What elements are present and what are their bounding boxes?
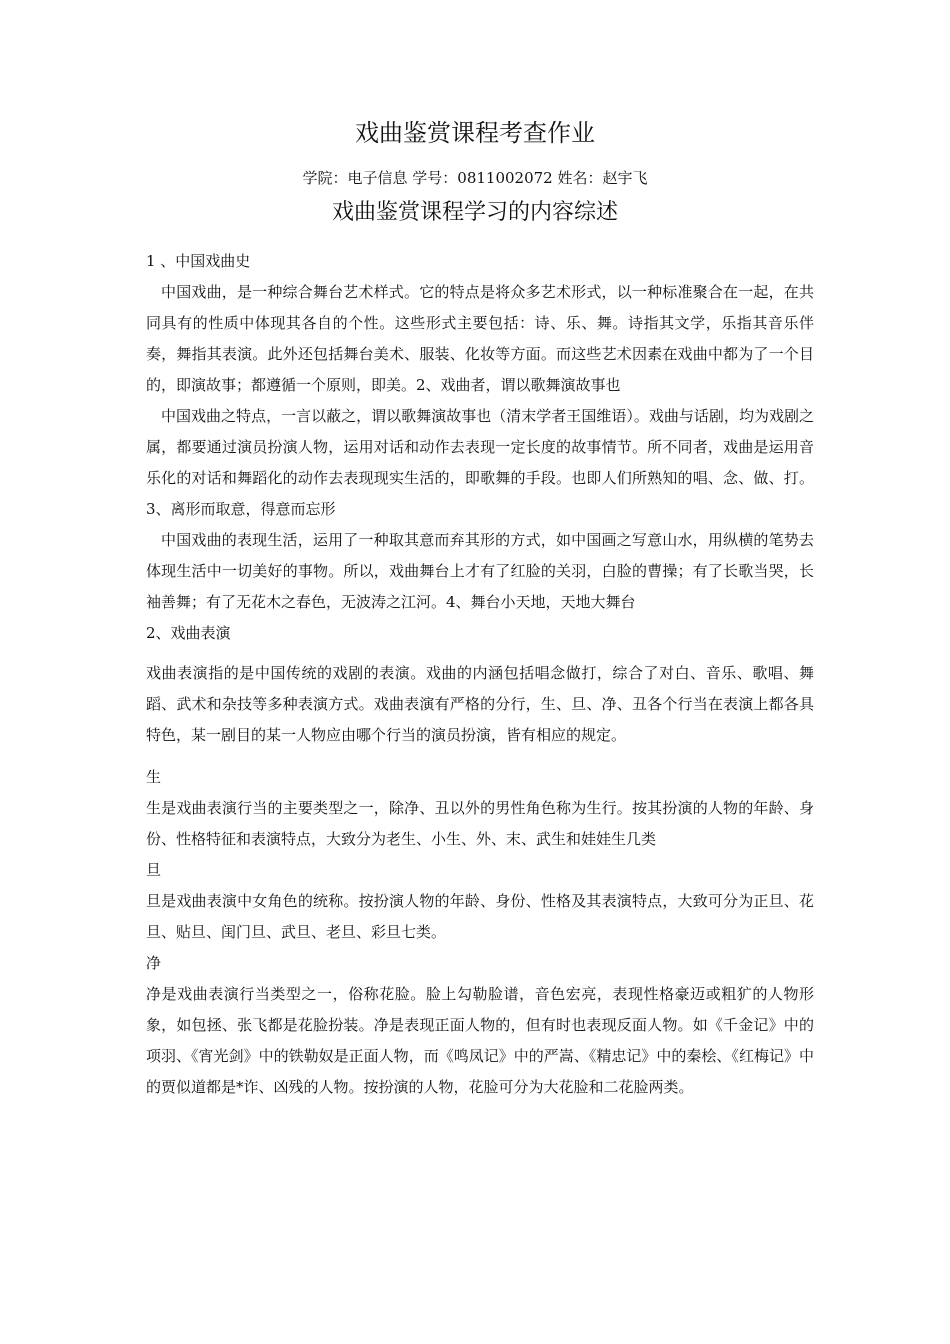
paragraph: 净是戏曲表演行当类型之一，俗称花脸。脸上勾勒脸谱，音色宏亮，表现性格豪迈或粗犷的人物形象，如包拯、张飞都是花脸扮装。净是表现正面人物的，但有时也表现反面人物。如《千金记》中的项羽、《宵光剑》中的铁勒奴是正面人物，而《鸣凤记》中的严嵩、《精忠记》中的秦桧、《红梅记》中的贾似道都是*诈、凶残的人物。按扮演的人物，花脸可分为大花脸和二花脸两类。	[146, 985, 814, 1096]
student-info: 学院：电子信息 学号：0811002072 姓名：赵宇飞	[302, 169, 648, 187]
document-body	[146, 246, 814, 1103]
document-subtitle: 戏曲鉴赏课程学习的内容综述	[331, 200, 618, 225]
section-heading-performance: 2、戏曲表演	[146, 624, 231, 642]
paragraph: 生是戏曲表演行当的主要类型之一，除净、丑以外的男性角色称为生行。按其扮演的人物的年龄、身份、性格特征和表演特点，大致分为老生、小生、外、末、武生和娃娃生几类	[146, 799, 814, 848]
paragraph: 旦是戏曲表演中女角色的统称。按扮演人物的年龄、身份、性格及其表演特点，大致可分为正旦、花旦、贴旦、闺门旦、武旦、老旦、彩旦七类。	[146, 892, 814, 941]
paragraph: 中国戏曲，是一种综合舞台艺术样式。它的特点是将众多艺术形式，以一种标准聚合在一起，在共同具有的性质中体现其各自的个性。这些形式主要包括：诗、乐、舞。诗指其文学，乐指其音乐伴奏，舞指其表演。此外还包括舞台美术、服装、化妆等方面。而这些艺术因素在戏曲中都为了一个目的，即演故事；都遵循一个原则，即美。2、戏曲者，谓以歌舞演故事也	[146, 283, 814, 394]
paragraph: 戏曲表演指的是中国传统的戏剧的表演。戏曲的内涵包括唱念做打，综合了对白、音乐、歌唱、舞蹈、武术和杂技等多种表演方式。戏曲表演有严格的分行，生、旦、净、丑各个行当在表演上都各具特色，某一剧目的某一人物应由哪个行当的演员扮演，皆有相应的规定。	[146, 664, 814, 744]
role-heading-dan: 旦	[146, 861, 162, 879]
paragraph: 中国戏曲之特点，一言以蔽之，谓以歌舞演故事也（清末学者王国维语）。戏曲与话剧，均为戏剧之属，都要通过演员扮演人物，运用对话和动作去表现一定长度的故事情节。所不同者，戏曲是运用音乐化的对话和舞蹈化的动作去表现现实生活的，即歌舞的手段。也即人们所熟知的唱、念、做、打。3、离形而取意，得意而忘形	[146, 407, 814, 518]
role-heading-jing: 净	[146, 954, 162, 972]
document-title: 戏曲鉴赏课程考查作业	[355, 119, 595, 147]
section-heading-history: 1 、中国戏曲史	[146, 252, 251, 270]
paragraph: 中国戏曲的表现生活，运用了一种取其意而弃其形的方式，如中国画之写意山水，用纵横的笔势去体现生活中一切美好的事物。所以，戏曲舞台上才有了红脸的关羽，白脸的曹操；有了长歌当哭，长袖善舞；有了无花木之春色，无波涛之江河。4、舞台小天地，天地大舞台	[146, 531, 814, 611]
role-heading-sheng: 生	[146, 768, 162, 786]
